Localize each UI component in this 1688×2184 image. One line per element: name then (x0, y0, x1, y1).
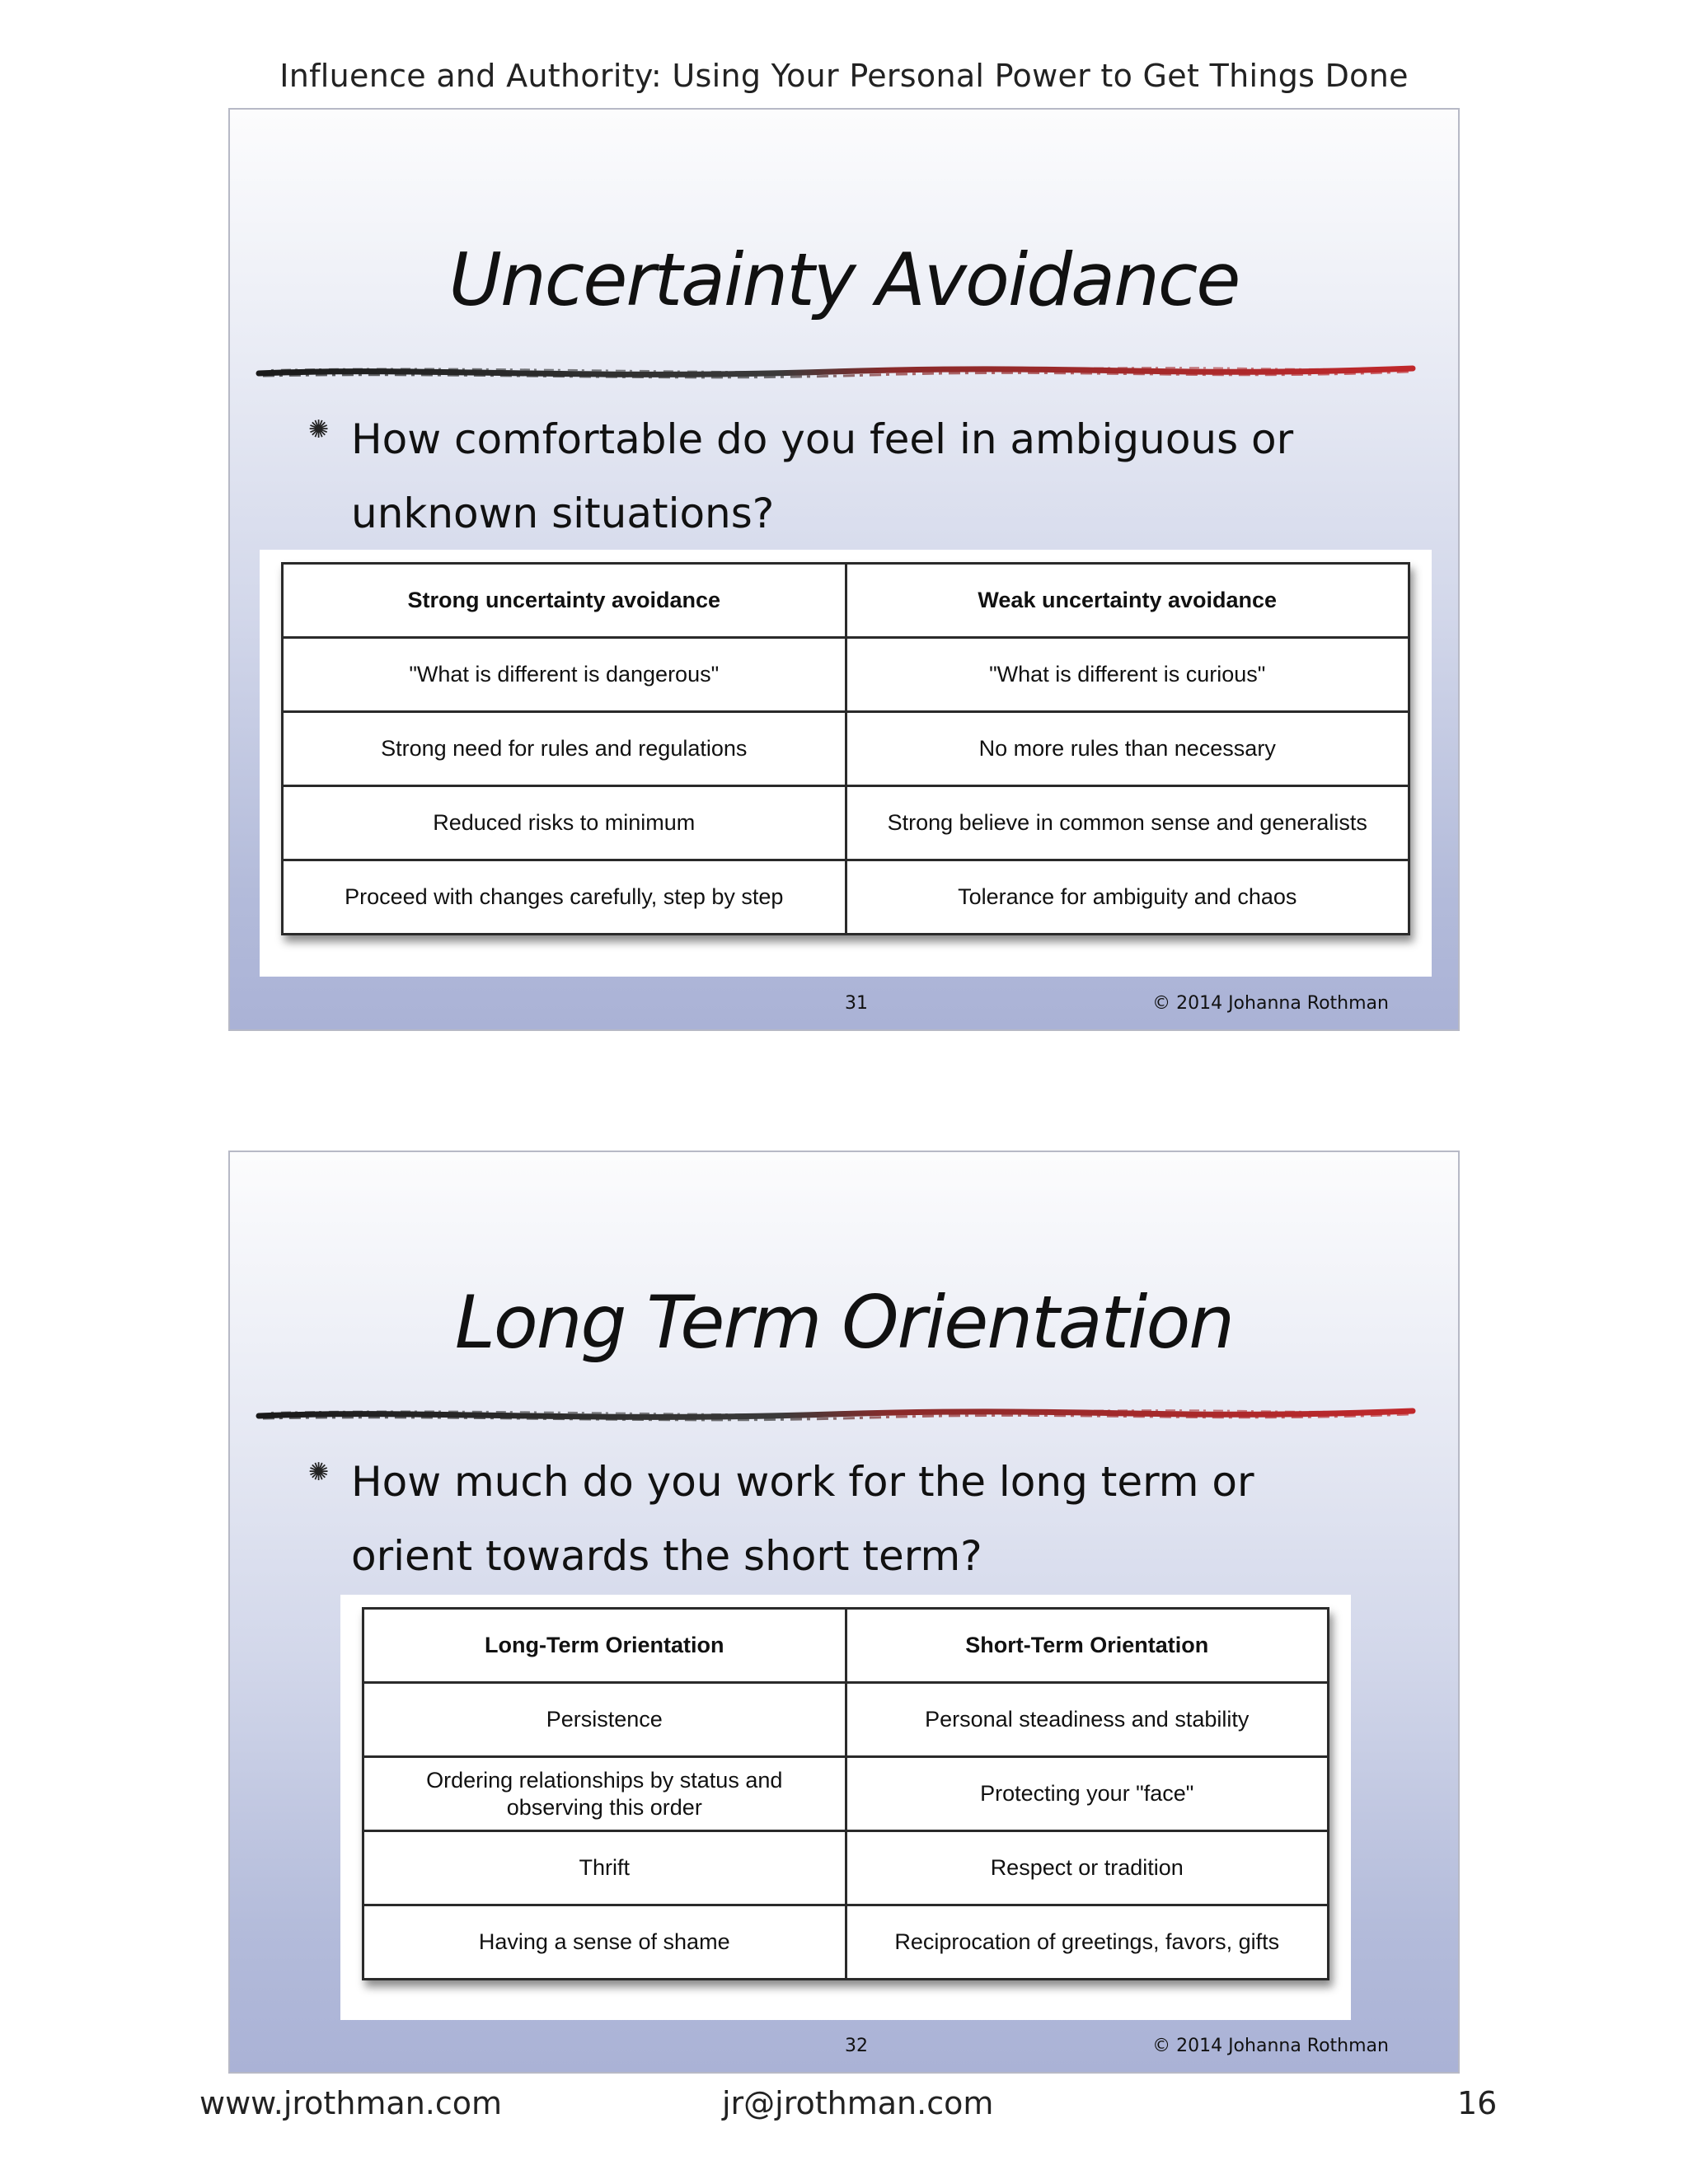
table-cell: Tolerance for ambiguity and chaos (846, 860, 1409, 935)
slide-number: 31 (845, 993, 868, 1014)
page-header: Influence and Authority: Using Your Personal Power to Get Things Done (279, 58, 1409, 94)
table-row (283, 712, 1409, 786)
table-row (283, 786, 1409, 860)
table-cell: No more rules than necessary (846, 712, 1409, 786)
table-cell: Strong need for rules and regulations (283, 712, 846, 786)
table-row (363, 1831, 1329, 1905)
slide-copyright: © 2014 Johanna Rothman (1152, 993, 1389, 1014)
brush-divider (255, 362, 1417, 387)
table-header-cell: Short-Term Orientation (846, 1609, 1329, 1683)
table-cell: Ordering relationships by status and observing this order (363, 1757, 846, 1831)
sunburst-bullet-icon: ✺ (308, 415, 330, 444)
table-header-cell: Long-Term Orientation (363, 1609, 846, 1683)
table-panel (260, 550, 1432, 977)
table-cell: Protecting your "face" (846, 1757, 1329, 1831)
table-row (363, 1683, 1329, 1757)
table-cell: Persistence (363, 1683, 846, 1757)
slide-title: Long Term Orientation (454, 1280, 1234, 1365)
table-cell: Proceed with changes carefully, step by step (283, 860, 846, 935)
long-term-orientation-table (362, 1607, 1329, 1980)
slide-number: 32 (845, 2036, 868, 2056)
slide-31 (228, 108, 1460, 1031)
table-cell: Reciprocation of greetings, favors, gifts (846, 1905, 1329, 1980)
table-row (283, 638, 1409, 712)
table-row (283, 860, 1409, 935)
table-header-row (283, 564, 1409, 638)
table-cell: Respect or tradition (846, 1831, 1329, 1905)
bullet-text: How much do you work for the long term or orient towards the short term? (351, 1458, 1254, 1580)
footer-page-number: 16 (1457, 2085, 1498, 2121)
table-cell: "What is different is curious" (846, 638, 1409, 712)
uncertainty-avoidance-table (281, 562, 1410, 935)
table-cell: Reduced risks to minimum (283, 786, 846, 860)
footer-email: jr@jrothman.com (722, 2085, 994, 2121)
footer-website: www.jrothman.com (199, 2085, 503, 2121)
bullet-text: How comfortable do you feel in ambiguous or unknown situations? (351, 415, 1294, 537)
table-cell: Strong believe in common sense and generalists (846, 786, 1409, 860)
sunburst-bullet-icon: ✺ (308, 1458, 330, 1487)
slide-32 (228, 1151, 1460, 2074)
table-cell: "What is different is dangerous" (283, 638, 846, 712)
table-header-cell: Weak uncertainty avoidance (846, 564, 1409, 638)
table-row (363, 1905, 1329, 1980)
table-header-row (363, 1609, 1329, 1683)
table-cell: Having a sense of shame (363, 1905, 846, 1980)
table-header-cell: Strong uncertainty avoidance (283, 564, 846, 638)
table-panel (340, 1595, 1351, 2020)
table-cell: Thrift (363, 1831, 846, 1905)
brush-divider (255, 1404, 1417, 1429)
table-cell: Personal steadiness and stability (846, 1683, 1329, 1757)
table-row (363, 1757, 1329, 1831)
slide-title: Uncertainty Avoidance (448, 237, 1240, 322)
slide-copyright: © 2014 Johanna Rothman (1152, 2036, 1389, 2056)
